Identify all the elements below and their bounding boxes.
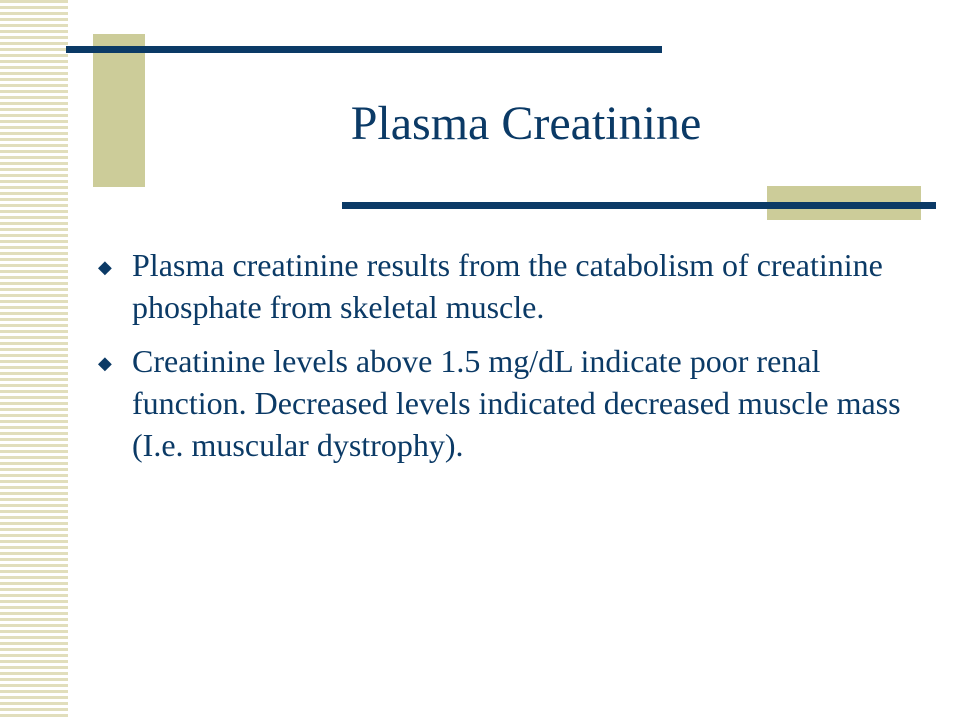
accent-block-left <box>93 34 145 187</box>
slide-title: Plasma Creatinine <box>350 97 702 150</box>
bullet-text: Creatinine levels above 1.5 mg/dL indicate poor renal function. Decreased levels indicated decreased muscle mass (I.e. muscular dystrophy). <box>132 343 901 463</box>
bullet-list <box>96 244 916 478</box>
diamond-bullet-icon: ◆ <box>98 353 112 373</box>
bullet-item <box>96 244 916 328</box>
diamond-bullet-icon: ◆ <box>98 257 112 277</box>
left-texture-strip <box>0 0 68 720</box>
bottom-rule <box>342 202 936 209</box>
bullet-text: Plasma creatinine results from the catabolism of creatinine phosphate from skeletal muscle. <box>132 247 883 325</box>
top-rule <box>66 46 662 53</box>
bullet-item <box>96 340 916 466</box>
